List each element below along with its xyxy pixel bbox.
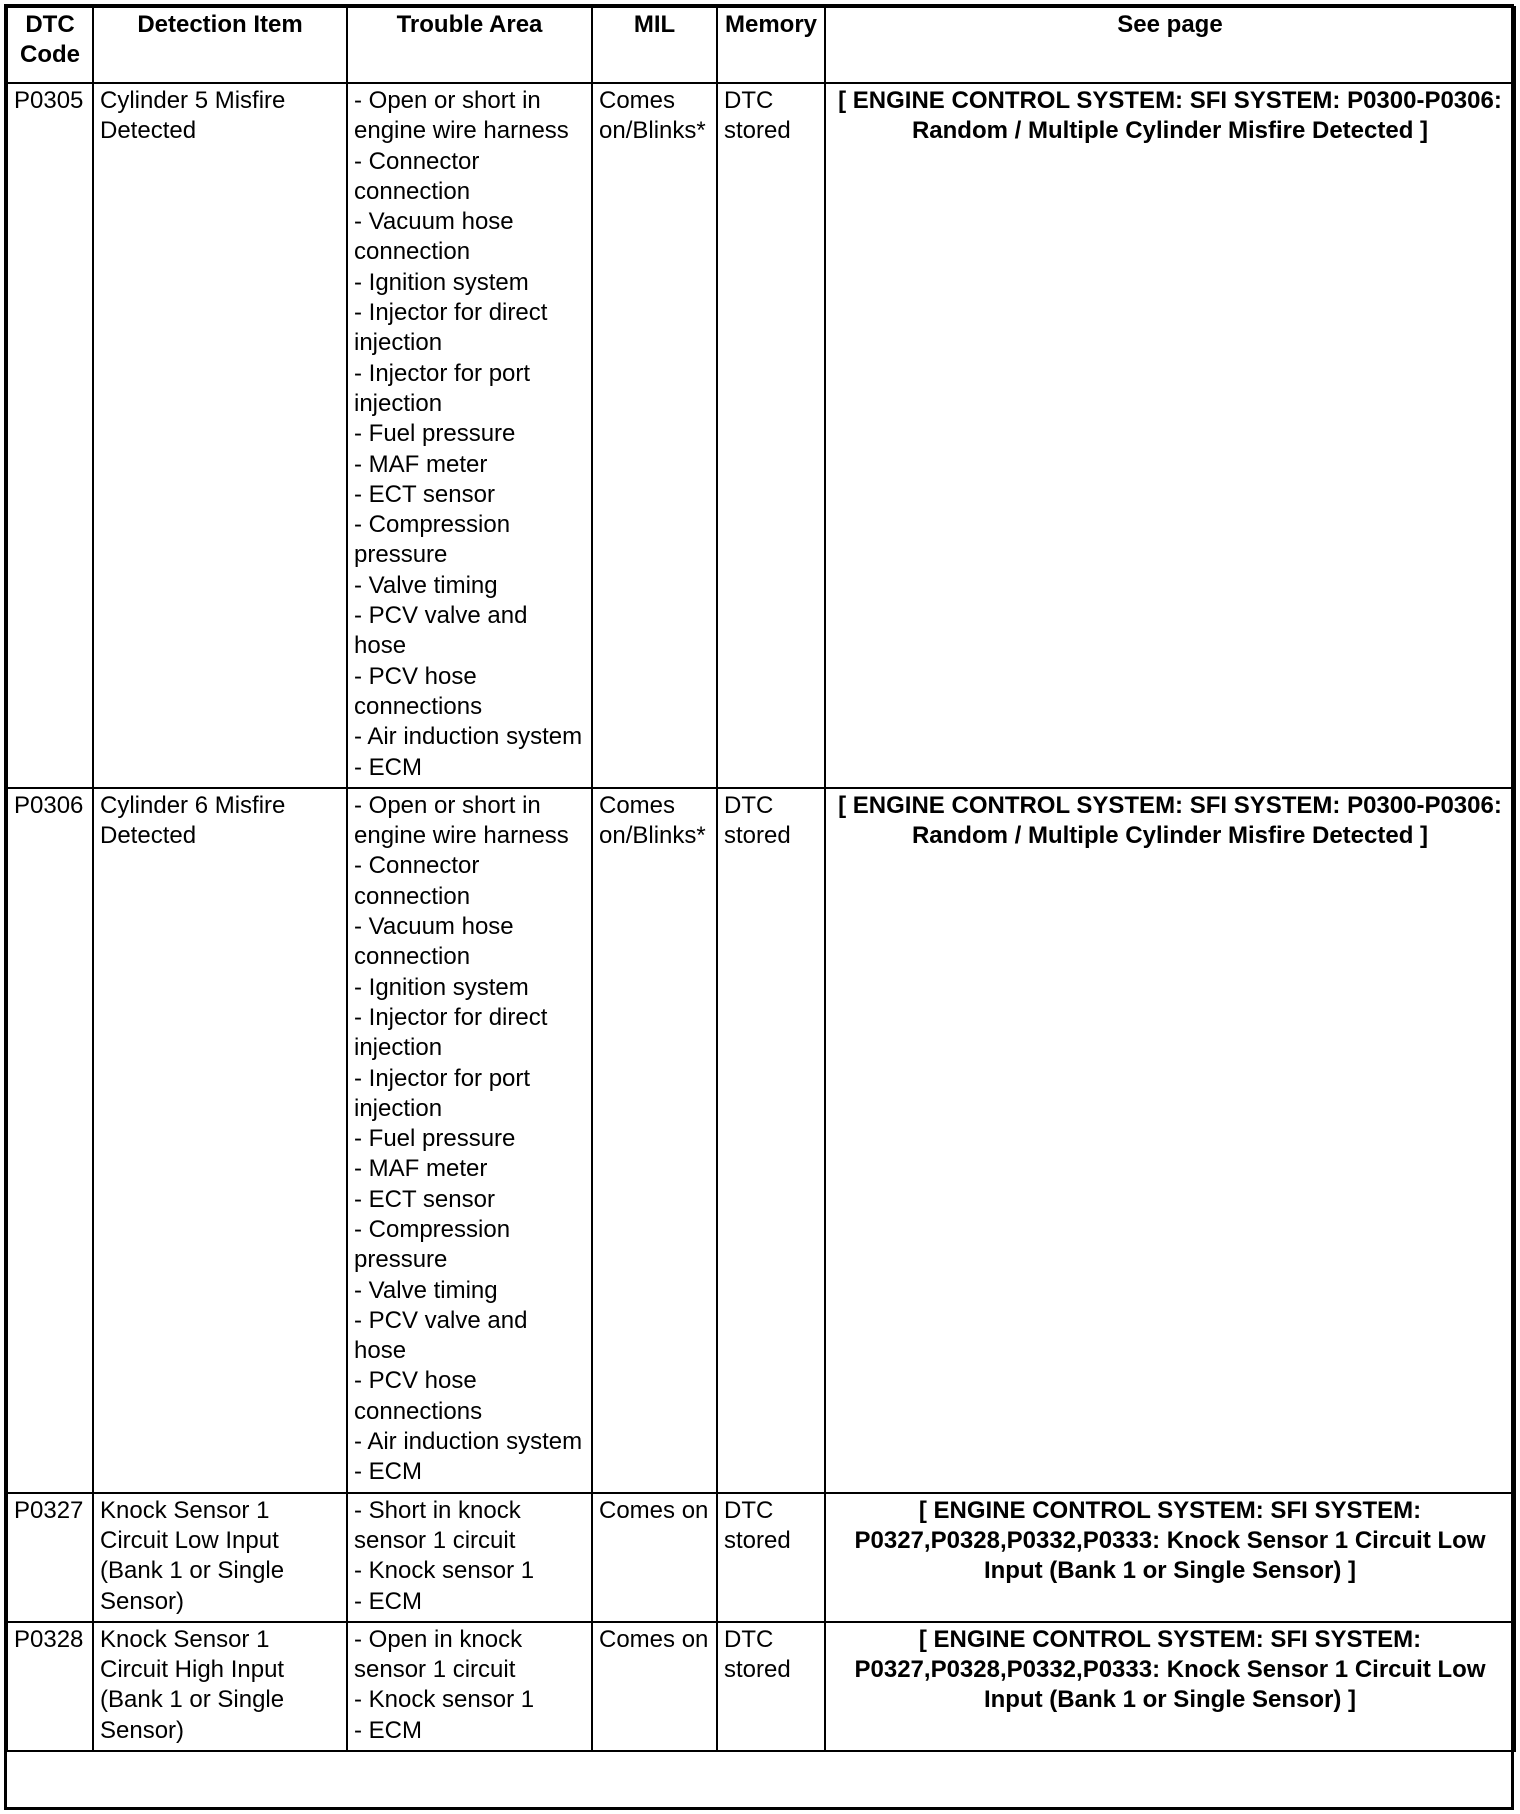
- memory-cell: DTC stored: [717, 83, 825, 788]
- trouble-area-item: - ECM: [354, 1587, 422, 1615]
- trouble-area-item: - Open or short in engine wire harness: [354, 87, 569, 145]
- dtc-code-cell: P0328: [7, 1622, 93, 1751]
- trouble-area-item: - Injector for port injection: [354, 1064, 531, 1122]
- mil-cell: Comes on/Blinks*: [592, 83, 717, 788]
- trouble-area-item: - Vacuum hose connection: [354, 208, 514, 266]
- trouble-area-item: - PCV valve and hose: [354, 602, 528, 660]
- header-dtc-code: DTC Code: [7, 7, 93, 83]
- see-page-reference: [ ENGINE CONTROL SYSTEM: SFI SYSTEM: P0327,P0328,P0332,P0333: Knock Sensor 1 Circuit Low Input (Bank 1 or Single Sensor) ]: [825, 1622, 1515, 1751]
- memory-cell: DTC stored: [717, 1493, 825, 1622]
- trouble-area-item: - Ignition system: [354, 973, 529, 1001]
- trouble-area-cell: [347, 1493, 592, 1622]
- detection-item-cell: Knock Sensor 1 Circuit Low Input (Bank 1 or Single Sensor): [93, 1493, 347, 1622]
- trouble-area-item: - Air induction system: [354, 1428, 583, 1456]
- mil-cell: Comes on: [592, 1493, 717, 1622]
- header-trouble-area: Trouble Area: [347, 7, 592, 83]
- trouble-area-cell: [347, 788, 592, 1493]
- memory-cell: DTC stored: [717, 788, 825, 1493]
- trouble-area-item: - ECM: [354, 1716, 422, 1744]
- trouble-area-item: - Valve timing: [354, 571, 498, 599]
- trouble-area-item: - Connector connection: [354, 147, 480, 205]
- trouble-area-item: - Injector for direct injection: [354, 1003, 548, 1062]
- mil-cell: Comes on/Blinks*: [592, 788, 717, 1493]
- trouble-area-item: - Fuel pressure: [354, 1125, 516, 1153]
- trouble-area-item: - ECT sensor: [354, 480, 495, 508]
- dtc-code-cell: P0306: [7, 788, 93, 1493]
- table-row: [7, 1622, 1515, 1751]
- dtc-code-cell: P0305: [7, 83, 93, 788]
- trouble-area-item: - Connector connection: [354, 852, 480, 910]
- trouble-area-item: - PCV valve and hose: [354, 1306, 528, 1365]
- detection-item-cell: Knock Sensor 1 Circuit High Input (Bank 1 or Single Sensor): [93, 1622, 347, 1751]
- header-memory: Memory: [717, 7, 825, 83]
- trouble-area-item: - Short in knock sensor 1 circuit: [354, 1496, 521, 1554]
- trouble-area-item: - Open in knock sensor 1 circuit: [354, 1625, 523, 1684]
- trouble-area-item: - ECM: [354, 753, 422, 781]
- trouble-area-item: - Compression pressure: [354, 1215, 511, 1274]
- trouble-area-item: - PCV hose connections: [354, 1367, 483, 1425]
- memory-cell: DTC stored: [717, 1622, 825, 1751]
- trouble-area-item: - ECM: [354, 1458, 422, 1486]
- trouble-area-item: - Fuel pressure: [354, 420, 516, 448]
- trouble-area-item: - MAF meter: [354, 1155, 488, 1183]
- see-page-reference: [ ENGINE CONTROL SYSTEM: SFI SYSTEM: P0300-P0306: Random / Multiple Cylinder Misfire Detected ]: [825, 83, 1515, 788]
- trouble-area-item: - Open or short in engine wire harness: [354, 791, 569, 850]
- trouble-area-item: - Vacuum hose connection: [354, 913, 514, 971]
- header-see-page: See page: [825, 7, 1515, 83]
- header-mil: MIL: [592, 7, 717, 83]
- dtc-code-cell: P0327: [7, 1493, 93, 1622]
- trouble-area-item: - Compression pressure: [354, 511, 511, 569]
- see-page-reference: [ ENGINE CONTROL SYSTEM: SFI SYSTEM: P0327,P0328,P0332,P0333: Knock Sensor 1 Circuit Low Input (Bank 1 or Single Sensor) ]: [825, 1493, 1515, 1622]
- trouble-area-item: - Air induction system: [354, 723, 583, 751]
- table-header-row: [7, 7, 1515, 83]
- mil-cell: Comes on: [592, 1622, 717, 1751]
- trouble-area-cell: [347, 83, 592, 788]
- trouble-area-item: - Knock sensor 1: [354, 1686, 535, 1714]
- trouble-area-item: - Ignition system: [354, 268, 529, 296]
- see-page-reference: [ ENGINE CONTROL SYSTEM: SFI SYSTEM: P0300-P0306: Random / Multiple Cylinder Misfire Detected ]: [825, 788, 1515, 1493]
- table-row: [7, 1493, 1515, 1622]
- trouble-area-cell: [347, 1622, 592, 1751]
- detection-item-cell: Cylinder 5 Misfire Detected: [93, 83, 347, 788]
- trouble-area-item: - Valve timing: [354, 1276, 498, 1304]
- trouble-area-item: - MAF meter: [354, 450, 488, 478]
- trouble-area-item: - Injector for port injection: [354, 359, 531, 417]
- trouble-area-item: - Injector for direct injection: [354, 299, 548, 357]
- table-body: [7, 83, 1515, 1751]
- trouble-area-item: - ECT sensor: [354, 1185, 495, 1213]
- detection-item-cell: Cylinder 6 Misfire Detected: [93, 788, 347, 1493]
- dtc-table: [6, 6, 1516, 1752]
- trouble-area-item: - PCV hose connections: [354, 662, 483, 720]
- table-row: [7, 788, 1515, 1493]
- table-row: [7, 83, 1515, 788]
- trouble-area-item: - Knock sensor 1: [354, 1557, 535, 1585]
- header-detection-item: Detection Item: [93, 7, 347, 83]
